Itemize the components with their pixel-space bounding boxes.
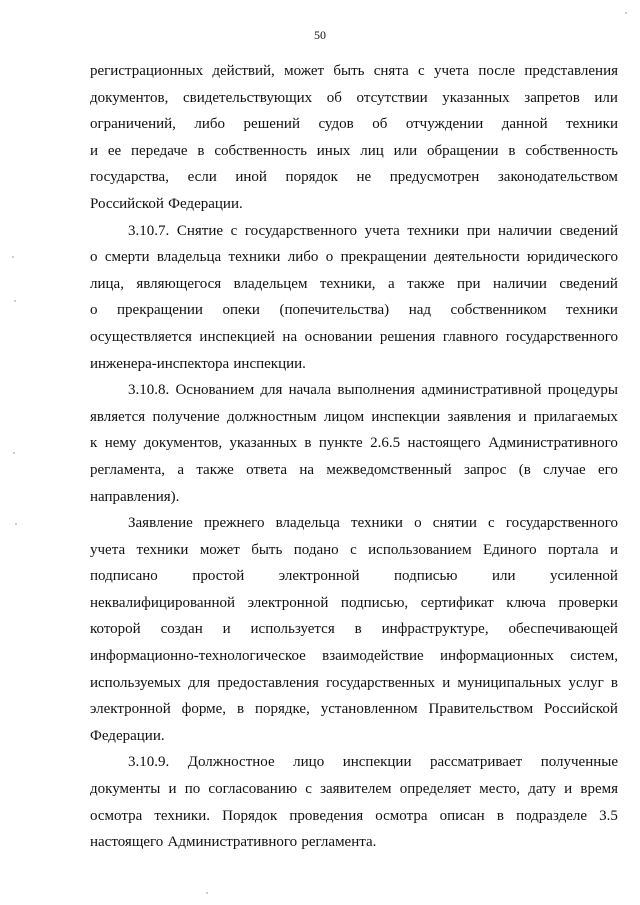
word: является [90,408,146,425]
word: наличии [493,275,547,292]
word: инспекции [342,754,412,771]
word: запрос [464,461,507,478]
word: информационно-технологическое [90,648,306,665]
text-line [90,723,618,750]
word: и [564,781,573,798]
word: место, [479,781,521,798]
word: настоящего [407,435,481,452]
text-line [90,297,618,324]
page-number: 50 [314,28,326,42]
word: его [598,461,618,478]
word: лицо [293,754,325,771]
word: которой [90,621,141,638]
word: инспекции. [233,355,306,372]
word: проведения [289,807,364,824]
word: опеки [222,302,260,319]
word: собственность [214,142,307,159]
word: 2.6.5 [370,435,401,452]
word: описан [439,807,485,824]
word: владельца [156,249,222,266]
word: при [457,275,481,292]
word: может [284,63,325,79]
word: государственного [244,222,358,239]
word: техники, [319,275,376,292]
word: в [236,701,245,718]
word: инженера-инспектора [90,355,230,372]
word: используемых [90,674,181,691]
word: с [488,515,495,532]
text-line [90,324,618,351]
word: инспекцией [199,328,275,345]
word: отчуждении [405,116,484,133]
text-line [90,670,618,697]
word: взаимодействие [322,648,424,665]
word: прекращении [340,249,427,266]
word: или [492,568,516,585]
word: портала [548,541,599,558]
word: Должностное [187,754,275,771]
word: в [496,807,504,824]
word: с [350,541,357,558]
word: случае [543,461,586,478]
word: над [408,302,432,319]
word: с [305,781,312,798]
word: регистрационных [90,63,204,79]
word: 3.10.7. [128,222,170,239]
word: и [168,781,177,798]
word: процедуры [547,382,618,399]
word: указанных [442,89,510,106]
word: ключа [506,594,546,611]
word: также [407,275,445,292]
word: о [90,249,98,266]
word: данной [501,116,548,133]
word: иной [235,169,267,186]
word: должностным [227,408,317,425]
word: осуществляется [90,328,192,345]
word: также [196,461,234,478]
word: подписью, [340,594,409,611]
word: создан [160,621,203,638]
text-line [90,563,618,590]
word: учета [364,222,400,239]
text-line [90,643,618,670]
word: начала [288,382,332,399]
word: регламента. [301,834,377,851]
text-line [90,377,618,404]
scan-speck [206,892,208,894]
word: услуг [568,674,604,691]
word: собственником [450,302,547,319]
word: электронной [90,701,171,718]
word: а [387,275,395,292]
word: техники [566,116,618,133]
word: обеспечивающей [508,621,618,638]
word: техники [566,302,618,319]
word: и [222,621,231,638]
word: либо [287,249,319,266]
text-line [90,803,618,830]
word: с [230,222,238,239]
word: Федерации. [90,727,165,744]
word: представления [524,63,618,79]
word: и [518,408,527,425]
word: документов, [143,435,223,452]
word: при [466,222,491,239]
word: являющегося [136,275,222,292]
word: осмотра [90,807,143,824]
word: если [187,169,217,186]
text-line [90,696,618,723]
word: не [356,169,372,186]
word: в [197,142,205,159]
word: собственность [525,142,618,159]
word: Снятие [176,222,224,239]
word: прекращении [117,302,203,319]
word: документов, [90,89,169,106]
text-line [90,590,618,617]
word: с [418,63,425,79]
word: (в [518,461,531,478]
scan-speck [625,12,627,14]
word: государственного [505,328,618,345]
word: подразделе [516,807,588,824]
word: и [609,541,618,558]
word: порядок [285,169,338,186]
word: предоставления [217,674,319,691]
word: снятии [432,515,477,532]
word: владельца [275,515,340,532]
word: подано [293,541,339,558]
word: быть [251,541,283,558]
word: документы [90,781,161,798]
word: на [299,461,315,478]
word: государства, [90,169,169,186]
word: электронной [278,568,360,585]
scan-speck [12,256,14,258]
word: об [326,89,342,106]
word: Правительством [428,701,534,718]
text-line [90,484,618,511]
word: и [90,142,99,159]
word: для [260,382,283,399]
word: обращении [427,142,499,159]
word: межведомственный [326,461,452,478]
word: по [184,781,201,798]
text-line [90,404,618,431]
word: полученные [540,754,618,771]
word: лица, [90,275,124,292]
word: 3.10.9. [128,754,170,771]
word: использованием [368,541,472,558]
word: 3.10.8. [128,382,170,399]
text-line [90,85,618,112]
word: техники [136,541,189,558]
text-line [90,776,618,803]
word: об [372,116,388,133]
word: о [325,249,334,266]
word: для [188,674,211,691]
word: и [442,674,451,691]
word: либо [194,116,226,133]
word: форме, [181,701,227,718]
word: 3.5 [599,807,618,824]
word: установленном [320,701,418,718]
text-line [90,138,618,165]
word: или [393,142,418,159]
word: информационных [440,648,554,665]
word: Основанием [175,382,255,399]
word: может [199,541,240,558]
word: получение [152,408,220,425]
word: систем, [570,648,618,665]
word: передаче [131,142,188,159]
word: после [478,63,516,79]
word: нему [104,435,137,452]
word: лицом [323,408,365,425]
word: время [580,781,618,798]
document-body [90,58,618,856]
word: подписано [90,568,158,585]
word: Порядок [222,807,278,824]
word: Административного [488,435,618,452]
word: а [177,461,184,478]
word: деятельности [433,249,520,266]
word: определяет [399,781,472,798]
word: прилагаемых [533,408,618,425]
text-line [90,457,618,484]
word: осмотра [375,807,428,824]
text-line [90,351,618,378]
text-line [90,164,618,191]
word: Российской [90,195,164,212]
text-line [90,58,618,85]
word: смерти [104,249,150,266]
word: рассматривает [430,754,523,771]
text-line [90,430,618,457]
scan-speck [14,300,16,302]
word: заявления [447,408,511,425]
word: в [610,674,618,691]
word: Единого [482,541,537,558]
word: судов [318,116,354,133]
word: инспекции [371,408,441,425]
scan-speck [15,523,17,525]
text-line [90,218,618,245]
word: или [594,89,618,106]
word: главного [442,328,499,345]
word: прежнего [203,515,265,532]
word: административной [421,382,542,399]
word: быть [333,63,365,79]
word: государственных [326,674,436,691]
word: простой [192,568,245,585]
word: регламента, [90,461,166,478]
word: ограничений, [90,116,176,133]
word: Федерации. [168,195,243,212]
word: согласованию [208,781,298,798]
text-line [90,829,618,856]
word: решений [243,116,300,133]
word: государственного [505,515,618,532]
word: техники [351,515,403,532]
word: учета [90,541,126,558]
word: указанных [229,435,297,452]
word: основании [304,328,373,345]
word: настоящего [90,834,164,851]
word: неквалифицированной [90,594,236,611]
word: ответа [246,461,288,478]
word: заявителем [320,781,392,798]
word: используется [250,621,335,638]
word: техники. [154,807,210,824]
word: в [354,621,362,638]
word: о [90,302,98,319]
word: к [90,435,98,452]
word: (попечительства) [279,302,390,319]
word: дату [528,781,556,798]
word: снята [373,63,409,79]
text-line [90,191,618,218]
text-line [90,111,618,138]
word: законодательством [497,169,618,186]
word: сведений [559,222,618,239]
word: сведений [559,275,618,292]
word: в [304,435,312,452]
word: техники [407,222,460,239]
text-line [90,510,618,537]
word: на [282,328,298,345]
word: выполнения [337,382,416,399]
word: владельцем [233,275,308,292]
word: Заявление [128,515,193,532]
word: в [508,142,516,159]
word: свидетельствующих [183,89,313,106]
word: Российской [543,701,618,718]
word: проверки [558,594,618,611]
word: учета [433,63,470,79]
word: инфраструктуре, [381,621,489,638]
word: подписью [394,568,458,585]
word: наличии [497,222,552,239]
word: пункте [318,435,363,452]
word: техники [228,249,281,266]
word: ее [107,142,122,159]
word: электронной [247,594,329,611]
word: действий, [212,63,275,79]
word: сертификат [420,594,494,611]
word: Административного [167,834,298,851]
text-line [90,271,618,298]
text-line [90,537,618,564]
scan-speck [13,452,15,454]
word: муниципальных [457,674,562,691]
word: юридического [527,249,618,266]
word: решения [379,328,436,345]
text-line [90,244,618,271]
word: отсутствии [356,89,428,106]
word: лиц [360,142,384,159]
word: порядке, [254,701,310,718]
word: предусмотрен [389,169,480,186]
text-line [90,616,618,643]
word: усиленной [550,568,618,585]
word: запретов [524,89,580,106]
text-line [90,749,618,776]
word: направления). [90,488,180,505]
word: иных [316,142,351,159]
word: о [414,515,422,532]
